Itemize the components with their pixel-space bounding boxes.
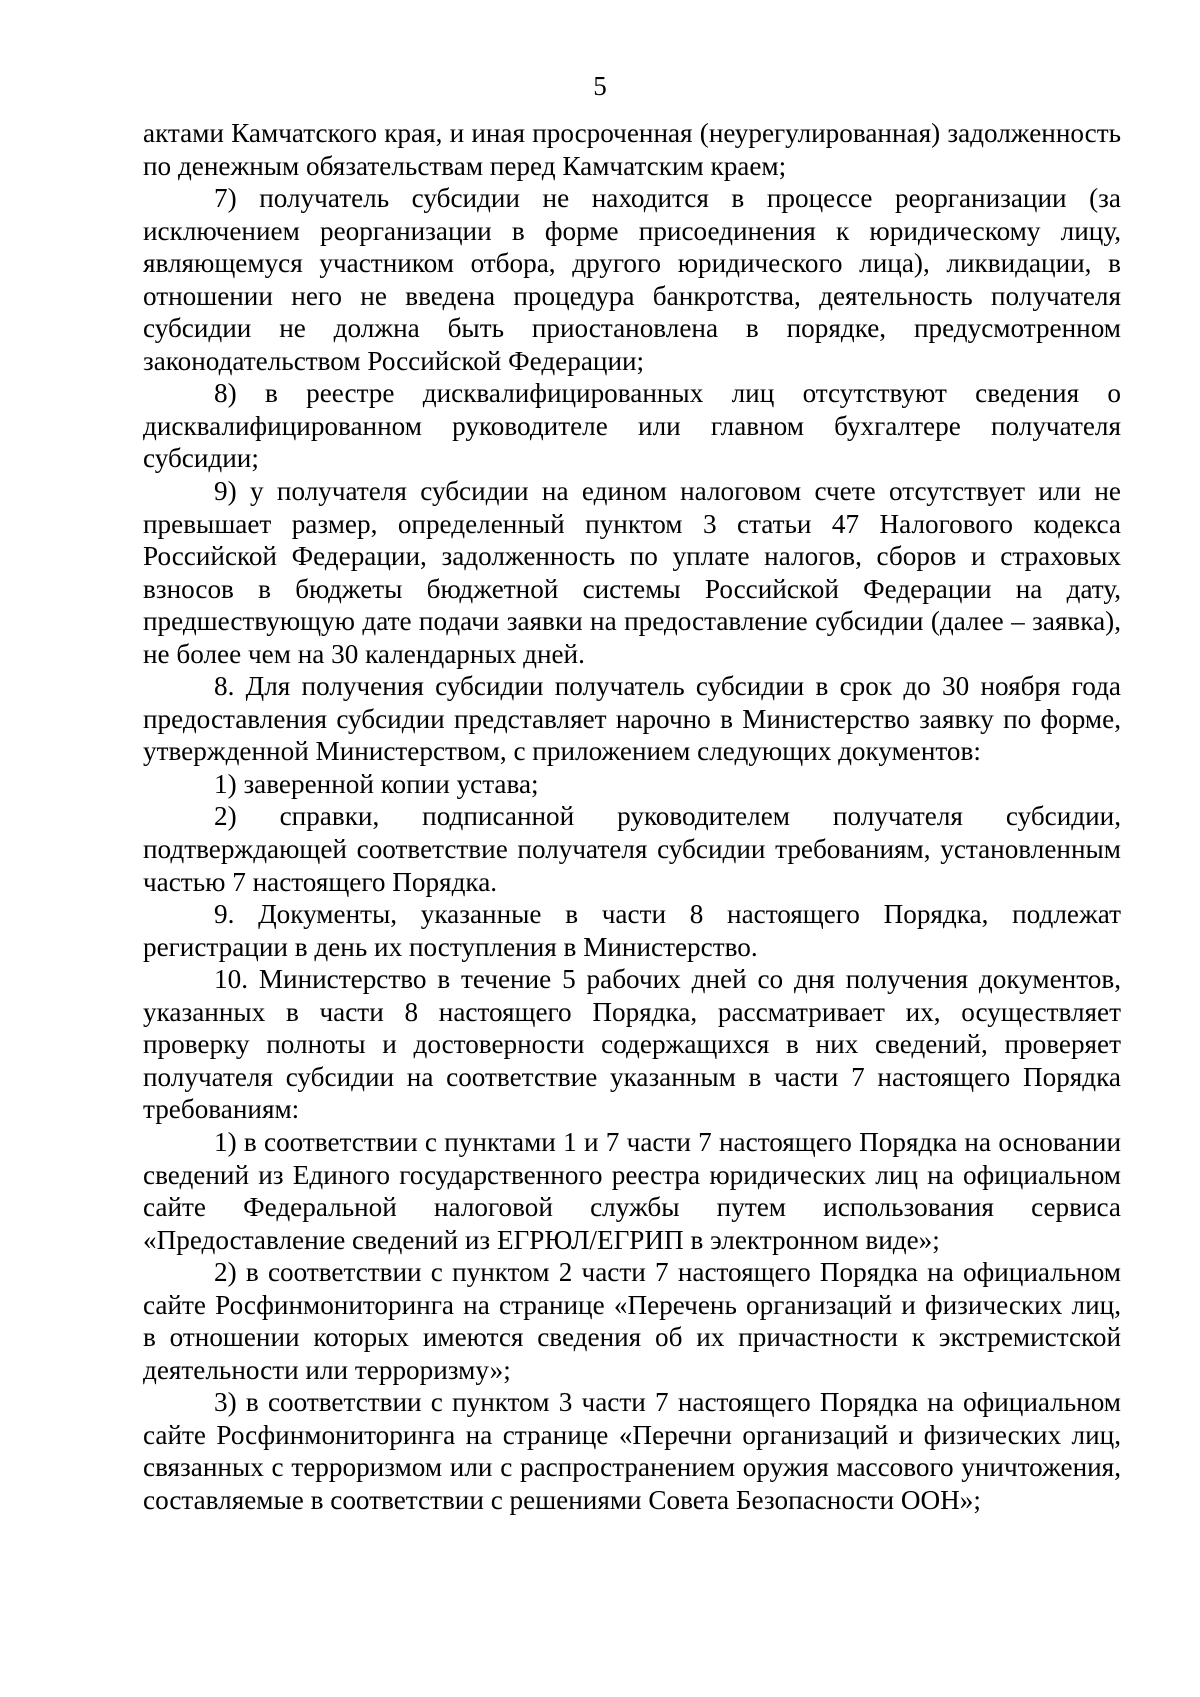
paragraph-item-8: 8) в реестре дисквалифицированных лиц отсутствуют сведения о дисквалифицированном руководителе или главном бухгалтере получателя субсидии; <box>143 378 1121 474</box>
paragraph-section-8-item-2: 2) справки, подписанной руководителем получателя субсидии, подтверждающей соответствие получателя субсидии требованиям, установленным частью 7 настоящего Порядка. <box>143 801 1121 897</box>
page-number: 5 <box>593 71 607 101</box>
paragraph-section-10: 10. Министерство в течение 5 рабочих дней со дня получения документов, указанных в части 8 настоящего Порядка, рассматривает их, осуществляет проверку полноты и достоверности содержащихся в них сведений, проверяет получателя субсидии на соответствие указанным в части 7 настоящего Порядка требованиям: <box>143 964 1121 1125</box>
paragraph-item-7: 7) получатель субсидии не находится в процессе реорганизации (за исключением реорганизации в форме присоединения к юридическому лицу, являющемуся участником отбора, другого юридического лица), ликвидации, в отношении него не введена процедура банкротства, деятельность получателя субсидии не должна быть приостановлена в порядке, предусмотренном законодательством Российской Федерации; <box>143 183 1121 376</box>
paragraph-section-8-item-1: 1) заверенной копии устава; <box>214 768 539 799</box>
paragraph-section-10-item-3: 3) в соответствии с пунктом 3 части 7 настоящего Порядка на официальном сайте Росфинмониторинга на странице «Перечни организаций и физических лиц, связанных с терроризмом или с распространением оружия массового уничтожения, составляемые в соответствии с решениями Совета Безопасности ООН»; <box>143 1387 1121 1515</box>
paragraph-item-9: 9) у получателя субсидии на едином налоговом счете отсутствует или не превышает размер, определенный пунктом 3 статьи 47 Налогового кодекса Российской Федерации, задолженность по уплате налогов, сборов и страховых взносов в бюджеты бюджетной системы Российской Федерации на дату, предшествующую дате подачи заявки на предоставление субсидии (далее – заявка), не более чем на 30 календарных дней. <box>143 476 1121 669</box>
paragraph-section-8: 8. Для получения субсидии получатель субсидии в срок до 30 ноября года предоставления субсидии представляет нарочно в Министерство заявку по форме, утвержденной Министерством, с приложением следующих документов: <box>143 671 1121 767</box>
paragraph-section-9: 9. Документы, указанные в части 8 настоящего Порядка, подлежат регистрации в день их поступления в Министерство. <box>143 899 1121 962</box>
paragraph-section-10-item-1: 1) в соответствии с пунктами 1 и 7 части 7 настоящего Порядка на основании сведений из Единого государственного реестра юридических лиц на официальном сайте Федеральной налоговой службы путем использования сервиса «Предоставление сведений из ЕГРЮЛ/ЕГРИП в электронном виде»; <box>143 1126 1121 1255</box>
paragraph-section-10-item-2: 2) в соответствии с пунктом 2 части 7 настоящего Порядка на официальном сайте Росфинмониторинга на странице «Перечень организаций и физических лиц, в отношении которых имеются сведения об их причастности к экстремистской деятельности или терроризму»; <box>143 1257 1121 1385</box>
document-body <box>143 117 1121 1517</box>
paragraph-continuation: актами Камчатского края, и иная просроченная (неурегулированная) задолженность по денежным обязательствам перед Камчатским краем; <box>143 118 1121 181</box>
